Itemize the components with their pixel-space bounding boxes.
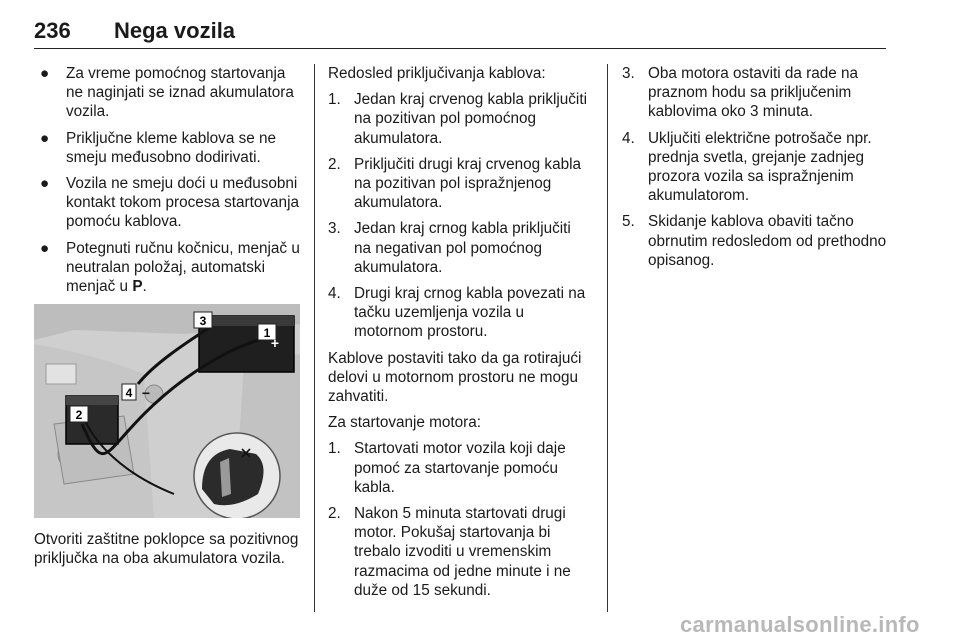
list-item: 1. Startovati motor vozila koji daje pomoć za startovanje pomoću kabla.	[328, 440, 566, 496]
bullet-icon: ●	[40, 129, 50, 147]
bullet-icon: ●	[40, 239, 50, 257]
list-item: ● Vozila ne smeju doći u međusobni kontakt tokom procesa startovanja pomoću kablova.	[40, 175, 299, 231]
jump-start-illustration	[34, 304, 300, 518]
list-item: 1. Jedan kraj crvenog kabla priključiti na pozitivan pol pomoćnog akumulatora.	[328, 91, 587, 147]
column-divider-2	[607, 64, 608, 612]
list-item: 3. Oba motora ostaviti da rade na praznom hodu sa priključenim kablovima oko 3 minuta.	[622, 65, 859, 121]
gear-position-p: P	[132, 278, 143, 296]
column-3	[622, 64, 888, 277]
section-intro-start: Za startovanje motora:	[328, 414, 482, 432]
callout-1: 1	[263, 326, 271, 341]
callout-4: 4	[125, 386, 133, 401]
list-item: 3. Jedan kraj crnog kabla priključiti na negativan pol pomoćnog akumulatora.	[328, 220, 571, 276]
bullet-icon: ●	[40, 175, 50, 193]
figure-caption: Otvoriti zaštitne poklopce sa pozitivnog priključka na oba akumulatora vozila.	[34, 531, 299, 568]
callout-3: 3	[199, 314, 207, 329]
list-item: ● Potegnuti ručnu kočnicu, menjač u neutralan položaj, automatski menjač u P.	[40, 239, 300, 296]
list-item: 5. Skidanje kablova obaviti tačno obrnutim redosledom od prethodno opisanog.	[622, 213, 887, 269]
page-title: Nega vozila	[114, 18, 236, 43]
connection-steps	[328, 90, 592, 341]
list-item: 4. Drugi kraj crnog kabla povezati na tačku uzemljenja vozila u motornom prostoru.	[328, 285, 586, 341]
list-item: 4. Uključiti električne potrošače npr. prednja svetla, grejanje zadnjeg prozora vozila sa ispražnjenim akumulatorom.	[622, 129, 872, 205]
bullet-icon: ●	[40, 65, 50, 82]
plus-icon: +	[270, 335, 280, 352]
watermark: carmanualsonline.info	[680, 612, 920, 637]
warning-list	[34, 64, 300, 296]
column-divider-1	[314, 64, 315, 612]
column-2	[328, 64, 592, 607]
column-1	[34, 64, 300, 576]
callout-2: 2	[75, 408, 83, 423]
list-item: 2. Priključiti drugi kraj crvenog kabla na pozitivan pol ispražnjenog akumulatora.	[328, 155, 581, 212]
list-item: 2. Nakon 5 minuta startovati drugi motor. Pokušaj startovanja bi trebalo izvoditi u vremenskim razmacima od jedne minute i ne duže od 15 sekundi.	[328, 505, 571, 599]
section-intro: Redosled priključivanja kablova:	[328, 65, 546, 82]
list-item: ● Priključne kleme kablova se ne smeju međusobno dodirivati.	[40, 129, 277, 166]
continued-steps	[622, 64, 888, 270]
cable-routing-note: Kablove postaviti tako da ga rotirajući delovi u motornom prostoru ne mogu zahvatiti.	[328, 349, 582, 406]
page-number: 236	[34, 18, 71, 43]
start-steps	[328, 439, 592, 600]
list-item: ● Za vreme pomoćnog startovanja ne naginjati se iznad akumulatora vozila.	[40, 65, 294, 121]
page-header	[34, 14, 886, 49]
minus-icon: −	[141, 385, 151, 402]
